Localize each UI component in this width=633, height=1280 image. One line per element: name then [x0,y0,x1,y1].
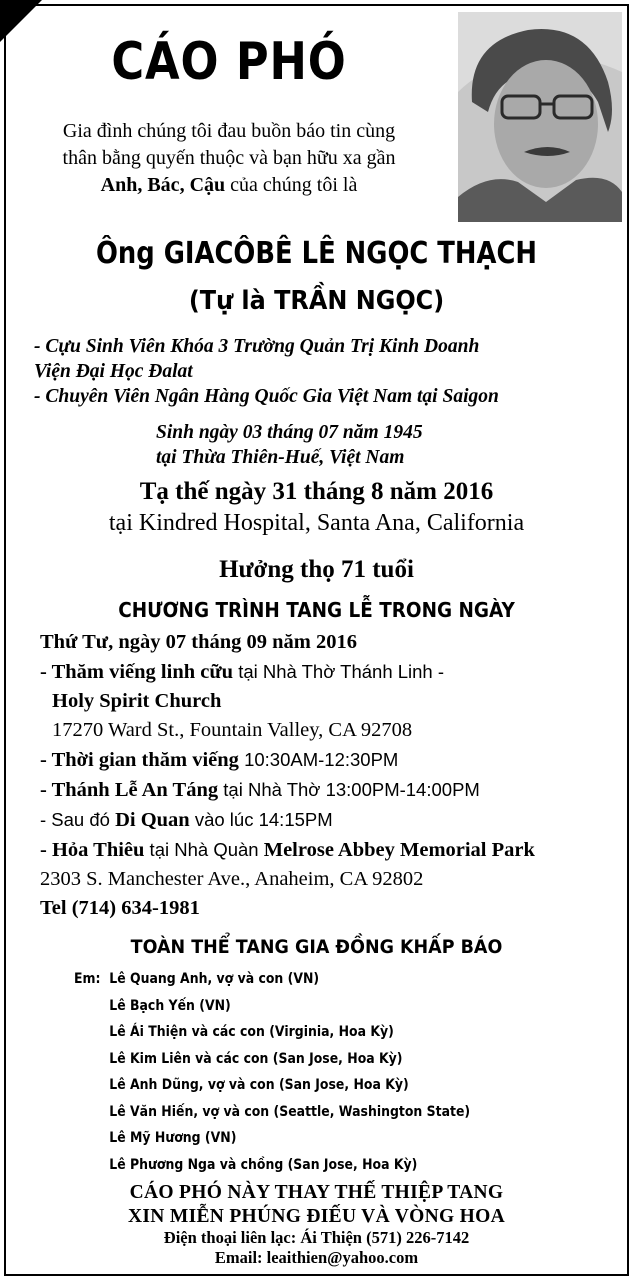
family-prefix: Em: [74,971,101,987]
intro-line: Gia đình chúng tôi đau buồn báo tin cùng [62,120,396,142]
schedule-visiting-time [40,745,620,775]
footer-contact-phone: Điện thoại liên lạc: Ái Thiện (571) 226-7142 [163,1228,470,1247]
schedule-church [40,687,620,716]
biography [34,334,499,409]
birth-place: tại Thừa Thiên-Huế, Việt Nam [156,447,405,468]
list-item [74,1099,470,1126]
intro-line-rest: của chúng tôi là [225,174,358,196]
schedule-tel [40,894,620,923]
schedule-church-address [40,716,620,745]
visiting-time-value: 10:30AM-12:30PM [238,749,399,770]
transfer-time: vào lúc 14:15PM [189,809,333,830]
transfer-label: Di Quan [115,809,190,831]
intro-line: thân bằng quyến thuộc và bạn hữu xa gần [62,147,396,169]
family-member: Lê Văn Hiến, vợ và con (Seattle, Washington State) [109,1103,471,1120]
list-item [74,1046,470,1073]
list-item [74,1152,470,1179]
funeral-schedule [40,628,620,923]
schedule-cremation [40,835,620,865]
bio-line: Viện Đại Học Đalat [34,361,193,382]
age-at-death: Hưởng thọ 71 tuổi [219,556,414,583]
birth-date: Sinh ngày 03 tháng 07 năm 1945 [156,422,423,443]
cremation-address: 2303 S. Manchester Ave., Anaheim, CA 92802 [40,868,424,890]
death-place: tại Kindred Hospital, Santa Ana, California [108,510,525,536]
schedule-transfer [40,805,620,835]
family-member: Lê Bạch Yến (VN) [109,997,231,1014]
bio-line: - Cựu Sinh Viên Khóa 3 Trường Quản Trị Kinh Doanh [34,336,480,357]
family-member: Lê Phương Nga và chồng (San Jose, Hoa Kỳ) [109,1156,418,1173]
death-date: Tạ thế ngày 31 tháng 8 năm 2016 [139,478,494,505]
footer-contact-email: Email: leaithien@yahoo.com [214,1248,419,1267]
intro-text [0,118,458,199]
family-member: Lê Mỹ Hương (VN) [109,1130,237,1146]
deceased-alias: (Tự là TRẦN NGỌC) [188,286,445,316]
deceased-name: Ông GIACÔBÊ LÊ NGỌC THẠCH [96,236,537,271]
relation-bold: Anh, Bác, Cậu [100,174,226,196]
family-member: Lê Quang Anh, vợ và con (VN) [109,971,320,987]
list-item [74,1125,470,1152]
schedule-cremation-address [40,865,620,894]
schedule-date [40,628,620,657]
mass-time: tại Nhà Thờ 13:00PM-14:00PM [218,779,480,800]
list-item [74,993,470,1020]
visitation-label: - Thăm viếng linh cữu [40,661,234,683]
page-title: CÁO PHÓ [111,32,347,92]
family-list [74,966,470,1178]
list-item [74,966,470,993]
family-member: Lê Ái Thiện và các con (Virginia, Hoa Kỳ) [109,1024,394,1040]
list-item [74,1072,470,1099]
family-member: Lê Kim Liên và các con (San Jose, Hoa Kỳ) [109,1050,403,1067]
visiting-time-label: - Thời gian thăm viếng [40,749,239,771]
birth-info [156,420,423,470]
cremation-place: Melrose Abbey Memorial Park [263,839,535,861]
church-name: Holy Spirit Church [52,690,222,712]
schedule-mass [40,775,620,805]
schedule-visitation [40,657,620,687]
family-title: TOÀN THỂ TANG GIA ĐỒNG KHẤP BÁO [130,936,503,958]
list-item [74,1019,470,1046]
footer-request: XIN MIỄN PHÚNG ĐIẾU VÀ VÒNG HOA [128,1206,505,1227]
family-member: Lê Anh Dũng, vợ và con (San Jose, Hoa Kỳ) [109,1077,409,1093]
deceased-portrait-photo [458,12,622,222]
cremation-label: - Hỏa Thiêu [40,839,145,861]
telephone: Tel (714) 634-1981 [40,897,200,919]
mass-label: - Thánh Lễ An Táng [40,779,219,801]
visitation-location: tại Nhà Thờ Thánh Linh - [233,661,445,682]
transfer-pre: - Sau đó [40,809,116,830]
church-address: 17270 Ward St., Fountain Valley, CA 92708 [52,719,413,741]
schedule-date-text: Thứ Tư, ngày 07 tháng 09 năm 2016 [40,631,357,653]
program-title: CHƯƠNG TRÌNH TANG LỄ TRONG NGÀY [118,598,515,622]
footer-notice: CÁO PHÓ NÀY THAY THẾ THIỆP TANG [129,1182,504,1203]
intro-line [0,172,458,199]
cremation-mid: tại Nhà Quàn [144,839,264,860]
bio-line: - Chuyên Viên Ngân Hàng Quốc Gia Việt Nam tại Saigon [34,386,499,407]
